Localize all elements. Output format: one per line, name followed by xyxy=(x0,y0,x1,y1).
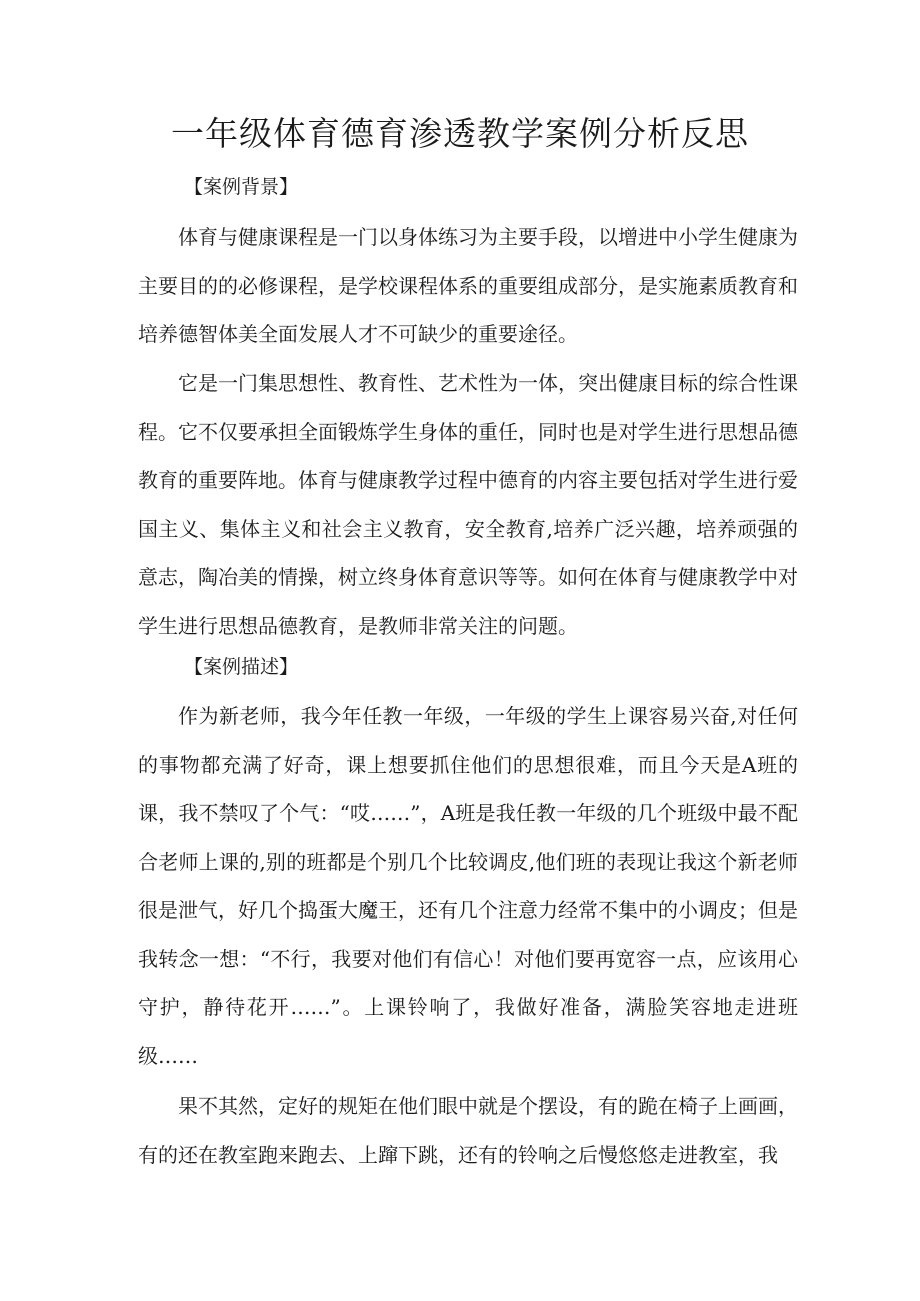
paragraph: 体育与健康课程是一门以身体练习为主要手段，以增进中小学生健康为主要目的的必修课程，是学校课程体系的重要组成部分，是实施素质教育和培养德智体美全面发展人才不可缺少的重要途径。 xyxy=(138,225,798,346)
section-heading-description: 【案例描述】 xyxy=(184,656,299,678)
paragraph: 果不其然，定好的规矩在他们眼中就是个摆设，有的跪在椅子上画画，有的还在教室跑来跑去、上蹿下跳，还有的铃响之后慢悠悠走进教室，我 xyxy=(138,1094,798,1167)
paragraph: 作为新老师，我今年任教一年级，一年级的学生上课容易兴奋,对任何的事物都充满了好奇，课上想要抓住他们的思想很难，而且今天是A班的课，我不禁叹了个气：“哎……”，A班是我任教一年级的几个班级中最不配合老师上课的,别的班都是个别几个比较调皮,他们班的表现让我这个新老师很是泄气，好几个捣蛋大魔王，还有几个注意力经常不集中的小调皮；但是我转念一想：“不行，我要对他们有信心！对他们要再宽容一点，应该用心守护，静待花开……”。上课铃响了，我做好准备，满脸笑容地走进班级…… xyxy=(138,704,798,1068)
document-title: 一年级体育德育渗透教学案例分析反思 xyxy=(171,114,749,153)
paragraph: 它是一门集思想性、教育性、艺术性为一体，突出健康目标的综合性课程。它不仅要承担全面锻炼学生身体的重任，同时也是对学生进行思想品德教育的重要阵地。体育与健康教学过程中德育的内容主要包括对学生进行爱国主义、集体主义和社会主义教育，安全教育,培养广泛兴趣，培养顽强的意志，陶冶美的情操，树立终身体育意识等等。如何在体育与健康教学中对学生进行思想品德教育，是教师非常关注的问题。 xyxy=(138,371,798,638)
section-heading-background: 【案例背景】 xyxy=(184,176,299,198)
